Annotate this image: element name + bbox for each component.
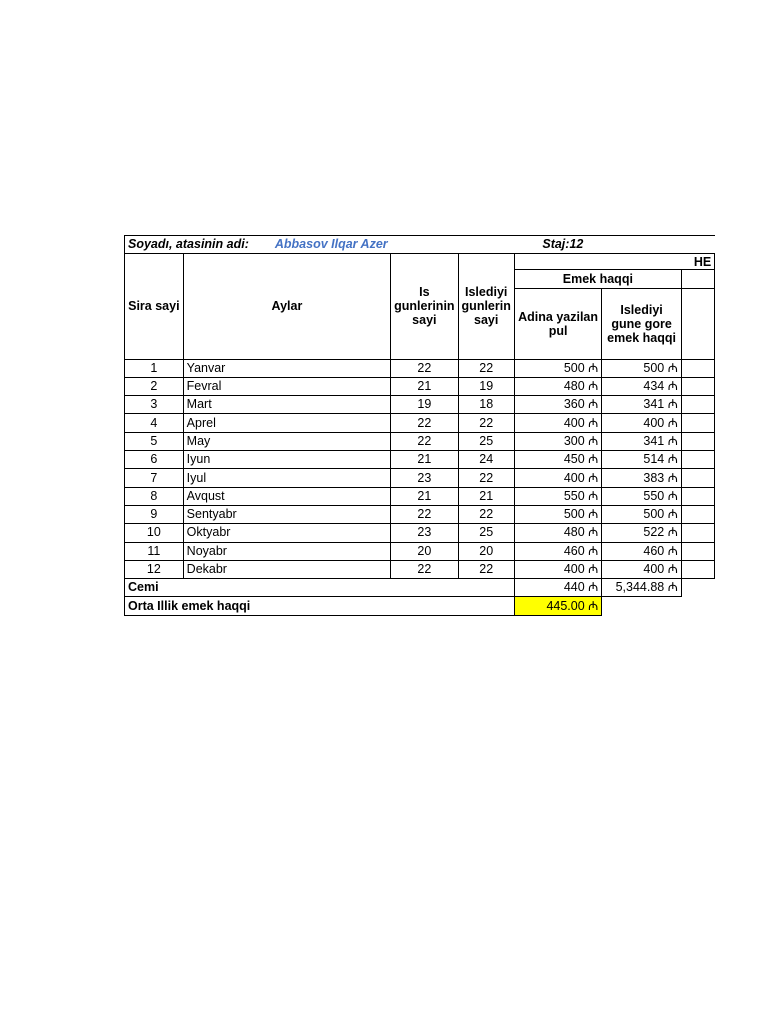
- row-isled-emek: 550 ₼: [602, 487, 682, 505]
- col-header-isled-emek: Islediyi gune gore emek haqqi: [602, 288, 682, 359]
- row-isled-gun: 21: [458, 487, 514, 505]
- blank-cell: [602, 597, 682, 615]
- employee-name: Abbasov Ilqar Azer: [274, 237, 388, 252]
- row-number: 2: [125, 377, 184, 395]
- blank-cell: [681, 451, 714, 469]
- table-row: [125, 377, 715, 395]
- table-row: [125, 487, 715, 505]
- row-isled-gun: 22: [458, 469, 514, 487]
- row-is-gun: 22: [391, 505, 458, 523]
- col-header-is-gun: Is gunlerinin sayi: [391, 254, 458, 359]
- blank-cell: [681, 524, 714, 542]
- row-isled-gun: 22: [458, 560, 514, 578]
- orta-value: 445.00 ₼: [514, 597, 601, 615]
- row-adina: 460 ₼: [514, 542, 601, 560]
- table-row: [125, 451, 715, 469]
- row-adina: 500 ₼: [514, 359, 601, 377]
- row-is-gun: 22: [391, 359, 458, 377]
- row-number: 12: [125, 560, 184, 578]
- staj-label: Staj:12: [514, 236, 601, 254]
- table-row: [125, 505, 715, 523]
- row-month: Noyabr: [183, 542, 390, 560]
- row-month: Aprel: [183, 414, 390, 432]
- table-row: [125, 469, 715, 487]
- totals-emek: 5,344.88 ₼: [602, 579, 682, 597]
- row-isled-emek: 460 ₼: [602, 542, 682, 560]
- name-label: Soyadı, atasinin adi:: [128, 237, 249, 252]
- orta-label: Orta Illik emek haqqi: [125, 597, 515, 615]
- row-month: Yanvar: [183, 359, 390, 377]
- col-header-sira: Sira sayi: [125, 254, 184, 359]
- row-adina: 400 ₼: [514, 414, 601, 432]
- row-isled-emek: 500 ₼: [602, 359, 682, 377]
- row-number: 4: [125, 414, 184, 432]
- row-number: 8: [125, 487, 184, 505]
- row-isled-gun: 25: [458, 432, 514, 450]
- cut-heading: HE: [514, 254, 714, 270]
- col-header-adina: Adina yazilan pul: [514, 288, 601, 359]
- row-adina: 450 ₼: [514, 451, 601, 469]
- row-isled-emek: 434 ₼: [602, 377, 682, 395]
- row-month: Avqust: [183, 487, 390, 505]
- row-isled-emek: 500 ₼: [602, 505, 682, 523]
- col-header-isled-gun: Islediyi gunlerin sayi: [458, 254, 514, 359]
- table-row: [125, 414, 715, 432]
- row-is-gun: 20: [391, 542, 458, 560]
- row-isled-gun: 25: [458, 524, 514, 542]
- row-number: 7: [125, 469, 184, 487]
- row-month: Sentyabr: [183, 505, 390, 523]
- blank-cell: [681, 432, 714, 450]
- salary-sheet: [124, 235, 715, 616]
- spreadsheet-viewport: [124, 235, 712, 625]
- row-isled-emek: 400 ₼: [602, 560, 682, 578]
- row-adina: 550 ₼: [514, 487, 601, 505]
- data-rows: [125, 359, 715, 579]
- blank-cell: [602, 236, 715, 254]
- row-number: 1: [125, 359, 184, 377]
- row-month: Iyun: [183, 451, 390, 469]
- row-adina: 300 ₼: [514, 432, 601, 450]
- row-number: 3: [125, 396, 184, 414]
- row-is-gun: 21: [391, 487, 458, 505]
- blank-cell: [681, 359, 714, 377]
- row-month: Dekabr: [183, 560, 390, 578]
- blank-cell: [391, 236, 515, 254]
- row-month: Fevral: [183, 377, 390, 395]
- row-isled-gun: 22: [458, 359, 514, 377]
- row-isled-emek: 383 ₼: [602, 469, 682, 487]
- name-label-cell: [125, 236, 391, 254]
- row-adina: 480 ₼: [514, 377, 601, 395]
- col-header-emek-haqqi: Emek haqqi: [514, 270, 681, 288]
- row-number: 5: [125, 432, 184, 450]
- row-isled-emek: 400 ₼: [602, 414, 682, 432]
- row-month: Iyul: [183, 469, 390, 487]
- row-adina: 360 ₼: [514, 396, 601, 414]
- table-row: [125, 396, 715, 414]
- row-isled-emek: 522 ₼: [602, 524, 682, 542]
- row-is-gun: 23: [391, 469, 458, 487]
- totals-row: [125, 579, 715, 597]
- row-is-gun: 21: [391, 377, 458, 395]
- row-isled-emek: 341 ₼: [602, 432, 682, 450]
- row-number: 9: [125, 505, 184, 523]
- row-isled-emek: 341 ₼: [602, 396, 682, 414]
- row-month: Oktyabr: [183, 524, 390, 542]
- table-row: [125, 560, 715, 578]
- blank-cell: [681, 288, 714, 359]
- row-is-gun: 22: [391, 432, 458, 450]
- row-adina: 400 ₼: [514, 560, 601, 578]
- blank-cell: [681, 396, 714, 414]
- row-isled-gun: 19: [458, 377, 514, 395]
- row-month: May: [183, 432, 390, 450]
- blank-cell: [681, 597, 714, 615]
- table-row: [125, 432, 715, 450]
- row-isled-gun: 22: [458, 414, 514, 432]
- totals-label: Cemi: [125, 579, 515, 597]
- row-is-gun: 21: [391, 451, 458, 469]
- row-isled-emek: 514 ₼: [602, 451, 682, 469]
- row-number: 10: [125, 524, 184, 542]
- header-row-1: [125, 254, 715, 270]
- totals-adina: 440 ₼: [514, 579, 601, 597]
- row-number: 6: [125, 451, 184, 469]
- row-number: 11: [125, 542, 184, 560]
- row-is-gun: 23: [391, 524, 458, 542]
- blank-cell: [681, 487, 714, 505]
- blank-cell: [681, 414, 714, 432]
- row-adina: 400 ₼: [514, 469, 601, 487]
- blank-cell: [681, 542, 714, 560]
- table-row: [125, 524, 715, 542]
- row-is-gun: 19: [391, 396, 458, 414]
- row-is-gun: 22: [391, 560, 458, 578]
- row-isled-gun: 24: [458, 451, 514, 469]
- blank-cell: [681, 560, 714, 578]
- blank-cell: [681, 469, 714, 487]
- blank-cell: [681, 270, 714, 288]
- col-header-aylar: Aylar: [183, 254, 390, 359]
- blank-cell: [681, 377, 714, 395]
- table-row: [125, 542, 715, 560]
- row-adina: 480 ₼: [514, 524, 601, 542]
- blank-cell: [681, 505, 714, 523]
- table-row: [125, 359, 715, 377]
- row-is-gun: 22: [391, 414, 458, 432]
- row-isled-gun: 18: [458, 396, 514, 414]
- blank-cell: [681, 579, 714, 597]
- salary-table: [124, 235, 715, 616]
- row-month: Mart: [183, 396, 390, 414]
- row-isled-gun: 22: [458, 505, 514, 523]
- title-row: [125, 236, 715, 254]
- orta-row: [125, 597, 715, 615]
- row-isled-gun: 20: [458, 542, 514, 560]
- row-adina: 500 ₼: [514, 505, 601, 523]
